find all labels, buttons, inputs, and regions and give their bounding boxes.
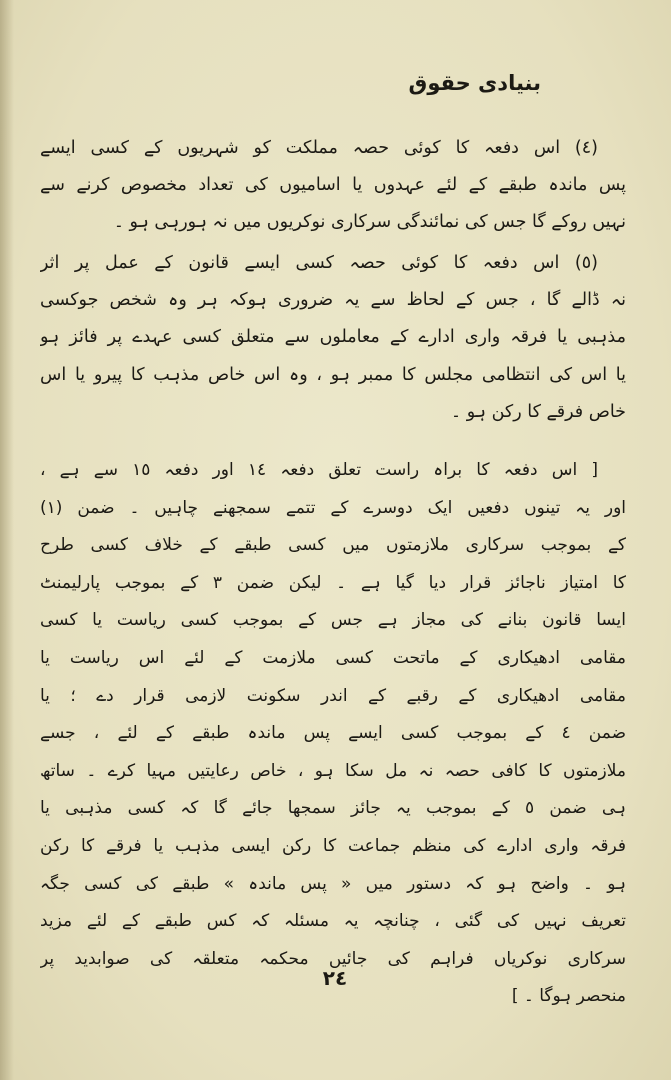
text-line: اور یہ تینوں دفعیں ایک دوسرے کے تتمے سمجھنے چاہیں ۔ ضمن (١) xyxy=(40,497,626,518)
text-line: ہی ضمن ٥ کے بموجب یہ جائز سمجھا جائے گا کہ کسی مذہبی یا xyxy=(40,798,626,819)
text-line: مقامی ادھیکاری کے ماتحت کسی ملازمت کے لئے اس ریاست یا xyxy=(40,647,626,668)
page-edge-shadow xyxy=(0,0,14,1080)
text-line: فرقہ واری ادارے کی منظم جماعت کا رکن ایسی مذہب یا فرقے کا رکن xyxy=(40,835,626,856)
text-line: نہیں روکے گا جس کی نمائندگی سرکاری نوکریوں میں نہ ہورہی ہو ۔ xyxy=(113,212,626,233)
text-line: سرکاری نوکریاں فراہم کی جائیں محکمہ متعلقہ کی صوابدید پر xyxy=(40,948,626,969)
text-line: نہ ڈالے گا ، جس کے لحاظ سے یہ ضروری ہوکہ ہر وہ شخص جوکسی xyxy=(40,290,626,311)
text-line: مقامی ادھیکاری کے رقبے کے اندر سکونت لازمی قرار دے ؛ یا xyxy=(40,685,626,706)
text-line: مذہبی یا فرقہ واری ادارے کے معاملوں سے متعلق کسی عہدے پر فائز ہو xyxy=(40,327,626,348)
text-line: [ اس دفعہ کا براہ راست تعلق دفعہ ١٤ اور دفعہ ١٥ سے ہے ، xyxy=(40,460,599,480)
text-line: کے بموجب سرکاری ملازمتوں میں کسی طبقے کے خلاف کسی طرح xyxy=(40,535,626,556)
running-header: بنیادی حقوق xyxy=(408,71,541,95)
clause-4-paragraph xyxy=(40,130,626,242)
text-line: کا امتیاز ناجائز قرار دیا گیا ہے ۔ لیکن ضمن ٣ کے بموجب پارلیمنٹ xyxy=(40,572,626,593)
page-number: ٢٤ xyxy=(322,966,348,990)
text-line: (٤) اس دفعہ کا کوئی حصہ مملکت کو شہریوں کے کسی ایسے xyxy=(40,138,598,158)
text-line: ایسا قانون بنانے کی مجاز ہے جس کے بموجب کسی ریاست یا کسی xyxy=(40,610,626,631)
text-line: پس ماندہ طبقے کے لئے عہدوں یا اسامیوں کی تعداد مخصوص کرنے سے xyxy=(40,175,626,196)
text-line: منحصر ہوگا ۔ ] xyxy=(511,986,626,1007)
text-line: خاص فرقے کا رکن ہو ۔ xyxy=(450,401,626,422)
text-line: ہو ۔ واضح ہو کہ دستور میں « پس ماندہ » طبقے کی کسی جگہ xyxy=(40,873,626,894)
text-line: ملازمتوں کا کافی حصہ نہ مل سکا ہو ، خاص رعایتیں مہیا کرے ۔ ساتھ xyxy=(40,760,626,781)
commentary-note xyxy=(40,452,626,1016)
text-line: تعریف نہیں کی گئی ، چنانچہ یہ مسئلہ کہ کس طبقے کے لئے مزید xyxy=(40,911,626,932)
text-line: ضمن ٤ کے بموجب کسی ایسے پس ماندہ طبقے کے لئے ، جسے xyxy=(40,723,626,744)
clause-5-paragraph xyxy=(40,245,626,431)
text-line: یا اس کی انتظامی مجلس کا ممبر ہو ، وہ اس خاص مذہب کا پیرو یا اس xyxy=(40,364,626,385)
text-line: (٥) اس دفعہ کا کوئی حصہ کسی ایسے قانون کے عمل پر اثر xyxy=(40,253,598,273)
